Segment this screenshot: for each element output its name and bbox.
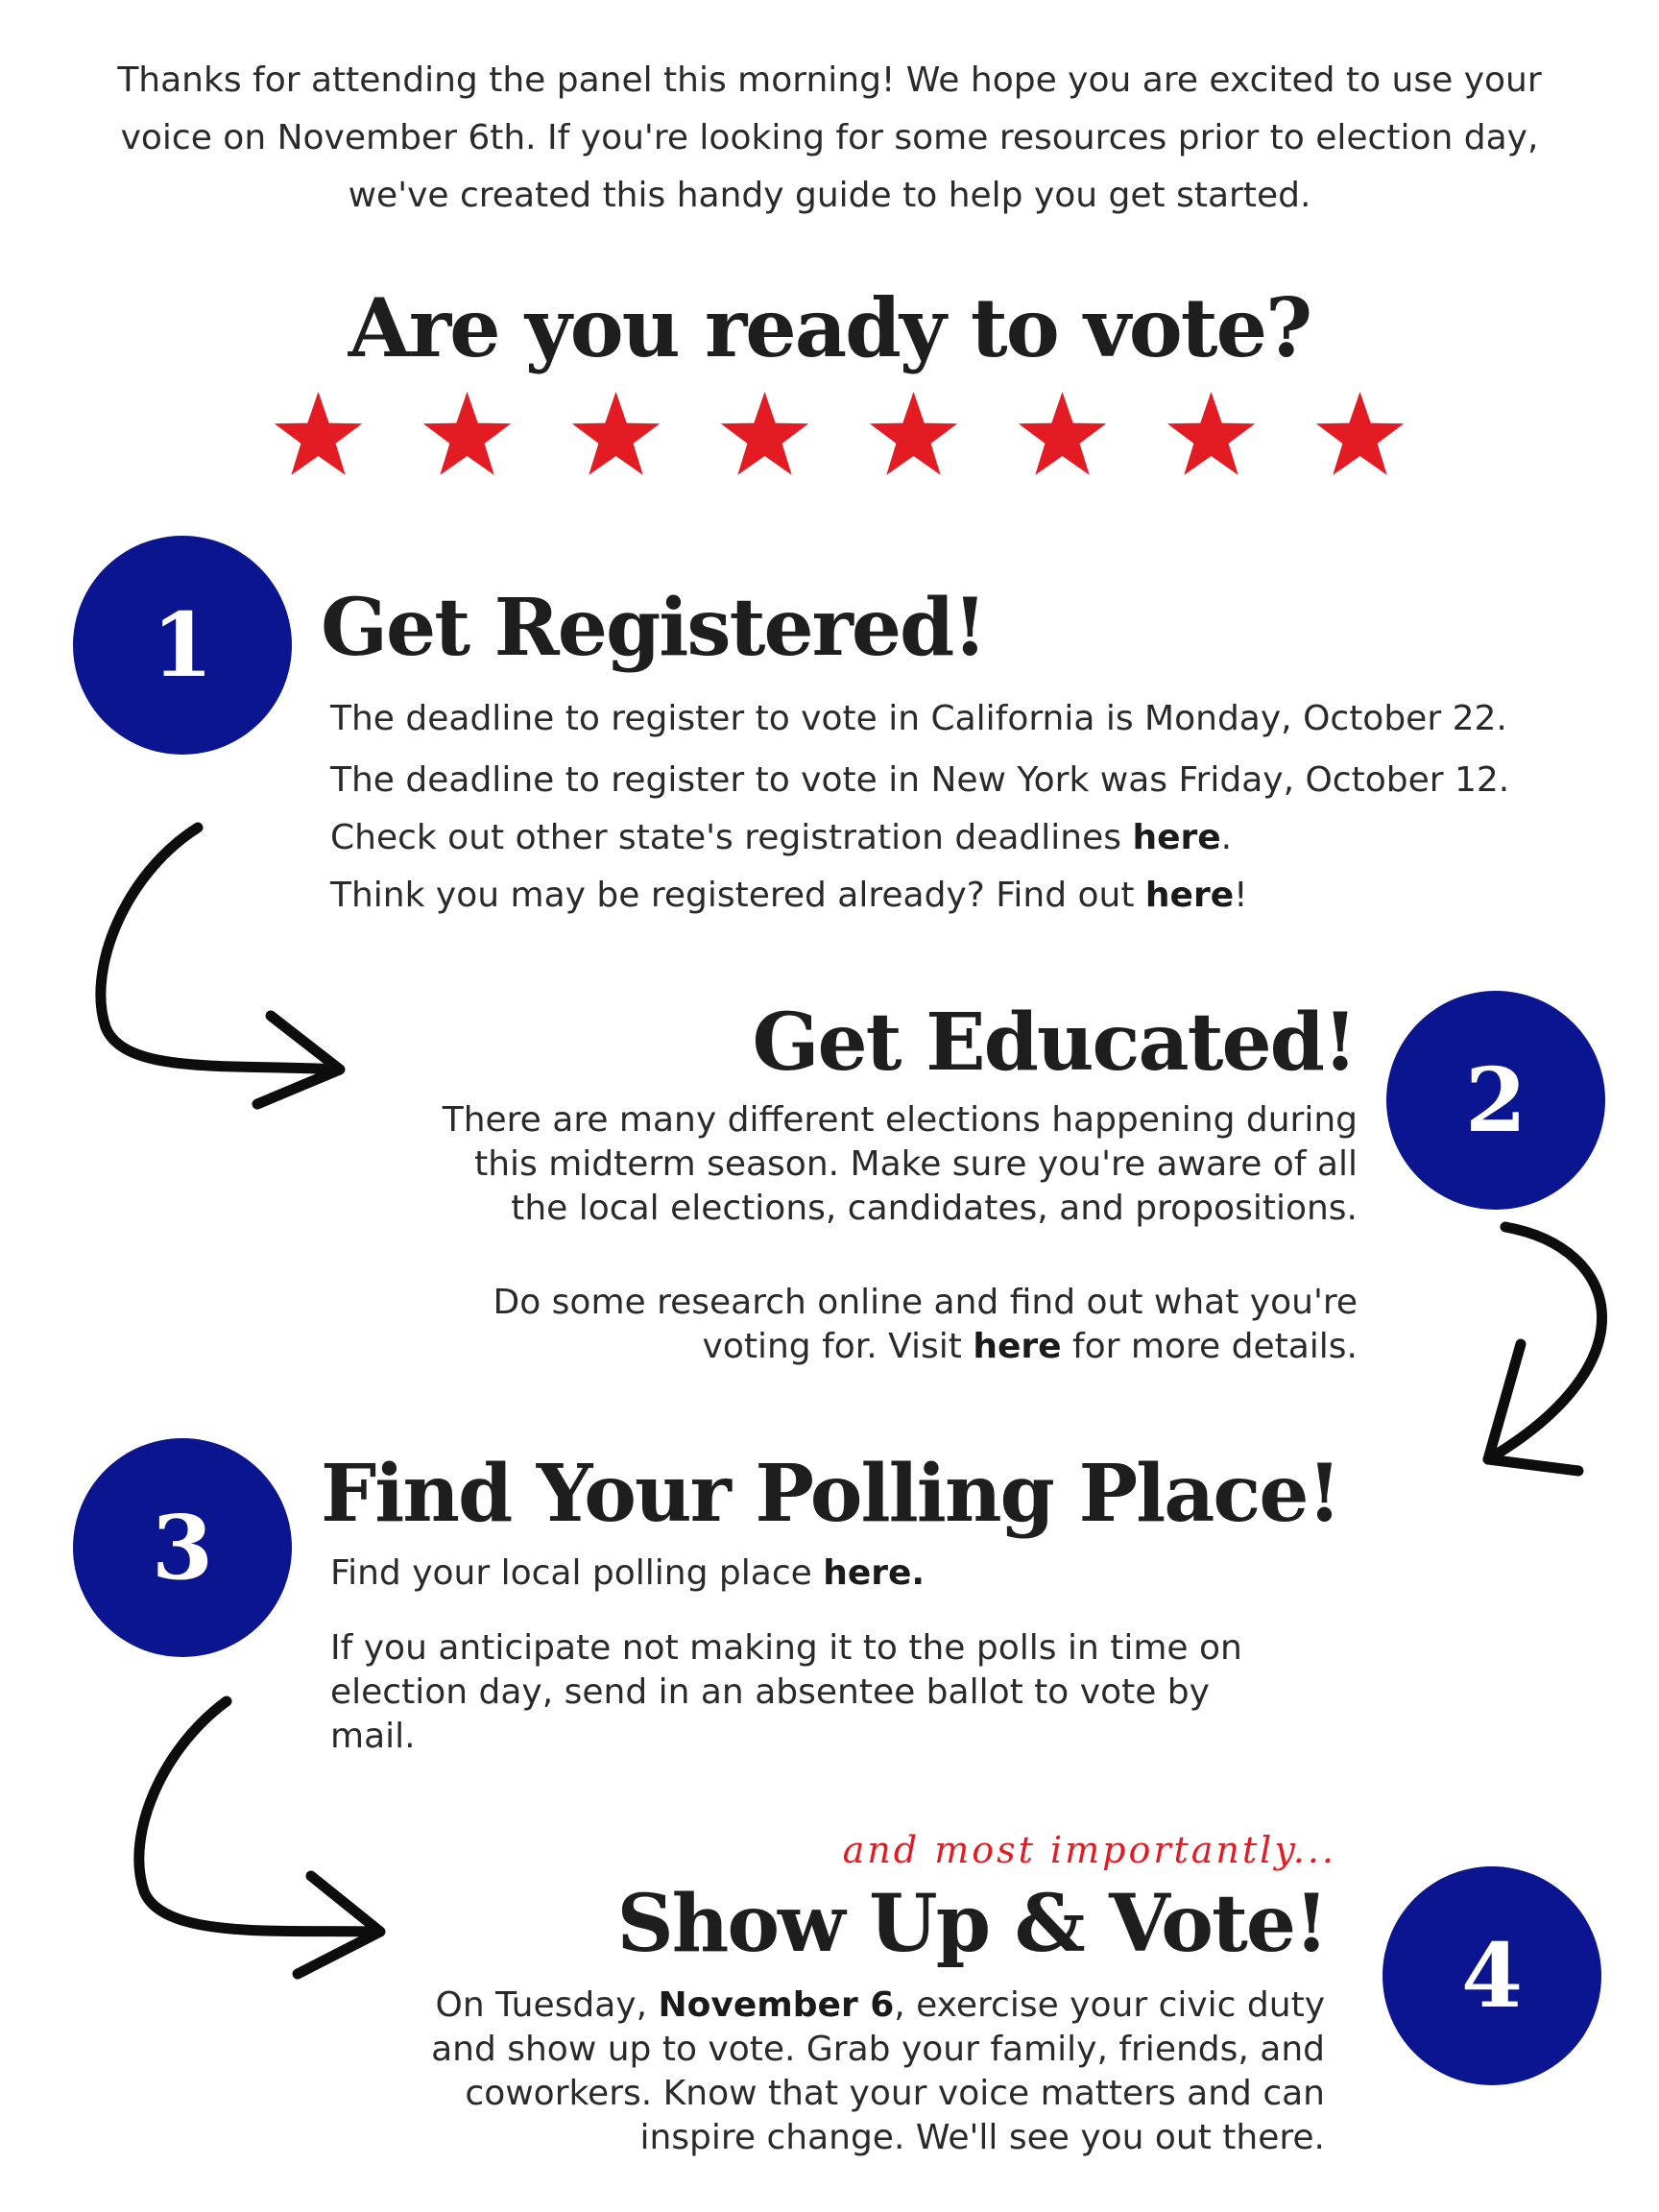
intro-line-3: we've created this handy guide to help you get started. (348, 176, 1311, 215)
star-icon (721, 392, 808, 475)
step-1-line-4 (330, 874, 1578, 918)
step-4-line-4: inspire change. We'll see you out there. (639, 2118, 1325, 2157)
step-4-line-1 (288, 1984, 1325, 2028)
state-deadlines-link[interactable]: here (1132, 818, 1221, 857)
star-icon (572, 392, 660, 475)
step-1-line-3-text: Check out other state's registration deadlines (330, 818, 1133, 857)
step-4-line-1-end: , exercise your civic duty (894, 1985, 1325, 2025)
step-2-body (288, 1098, 1358, 1369)
step-3-line-3: election day, send in an absentee ballot to vote by (330, 1672, 1210, 1712)
step-2-title: Get Educated! (752, 997, 1356, 1089)
step-1-body (330, 697, 1578, 918)
step-4-title: Show Up & Vote! (616, 1878, 1327, 1970)
curved-arrow-icon-2 (1459, 1219, 1651, 1507)
step-4-body (288, 1984, 1325, 2160)
step-3-line-1 (330, 1551, 1386, 1596)
page-title: Are you ready to vote? (348, 280, 1311, 375)
step-2-line-5-end: for more details. (1061, 1327, 1358, 1366)
step-2-line-4: Do some research online and find out what you're (493, 1283, 1358, 1322)
step-3-body (330, 1551, 1386, 1759)
curved-arrow-icon-3 (106, 1690, 403, 2007)
curved-arrow-icon-1 (58, 816, 365, 1133)
step-3-number-badge: 3 (73, 1438, 292, 1657)
step-4-number-badge: 4 (1382, 1866, 1601, 2085)
step-1-line-2: The deadline to register to vote in New York was Friday, October 12. (330, 760, 1510, 800)
step-1-line-3 (330, 816, 1578, 860)
step-4-kicker: and most importantly... (842, 1829, 1336, 1871)
step-4-line-3: coworkers. Know that your voice matters and can (465, 2074, 1325, 2113)
step-2-line-1: There are many different elections happening during (442, 1100, 1358, 1140)
election-details-link[interactable]: here (973, 1327, 1062, 1366)
intro-line-2: voice on November 6th. If you're looking for some resources prior to election day, (120, 118, 1539, 157)
step-4-line-1-text: On Tuesday, (435, 1985, 659, 2025)
star-icon (1019, 392, 1106, 475)
star-icon (870, 392, 957, 475)
step-3-title: Find Your Polling Place! (321, 1448, 1340, 1540)
intro-text (96, 52, 1563, 225)
step-2-line-2: this midterm season. Make sure you're aware of all (474, 1144, 1358, 1184)
step-1-line-4-end: ! (1234, 876, 1248, 915)
election-date: November 6 (658, 1985, 895, 2025)
check-registration-link[interactable]: here (1144, 876, 1235, 915)
step-2-line-3: the local elections, candidates, and propositions. (511, 1189, 1358, 1228)
step-3-line-2: If you anticipate not making it to the polls in time on (330, 1628, 1242, 1668)
step-1-line-1: The deadline to register to vote in California is Monday, October 22. (330, 699, 1507, 738)
polling-place-link[interactable]: here. (823, 1553, 926, 1593)
step-1-line-4-text: Think you may be registered already? Find out (330, 876, 1145, 915)
star-icon (423, 392, 511, 475)
step-1-number-badge: 1 (73, 536, 292, 755)
step-2-line-5 (288, 1325, 1358, 1369)
star-icon (1167, 392, 1255, 475)
step-3-line-1-text: Find your local polling place (330, 1553, 824, 1593)
step-1-line-3-end: . (1220, 818, 1233, 857)
step-2-line-5-text: voting for. Visit (702, 1327, 974, 1366)
stars-row (244, 384, 1434, 490)
star-icon (1316, 392, 1404, 475)
step-3-line-4: mail. (330, 1717, 416, 1756)
step-2-number-badge: 2 (1386, 991, 1605, 1210)
step-1-title: Get Registered! (321, 582, 986, 674)
intro-line-1: Thanks for attending the panel this morning! We hope you are excited to use your (117, 60, 1542, 100)
step-4-line-2: and show up to vote. Grab your family, friends, and (431, 2030, 1325, 2069)
star-icon (275, 392, 362, 475)
